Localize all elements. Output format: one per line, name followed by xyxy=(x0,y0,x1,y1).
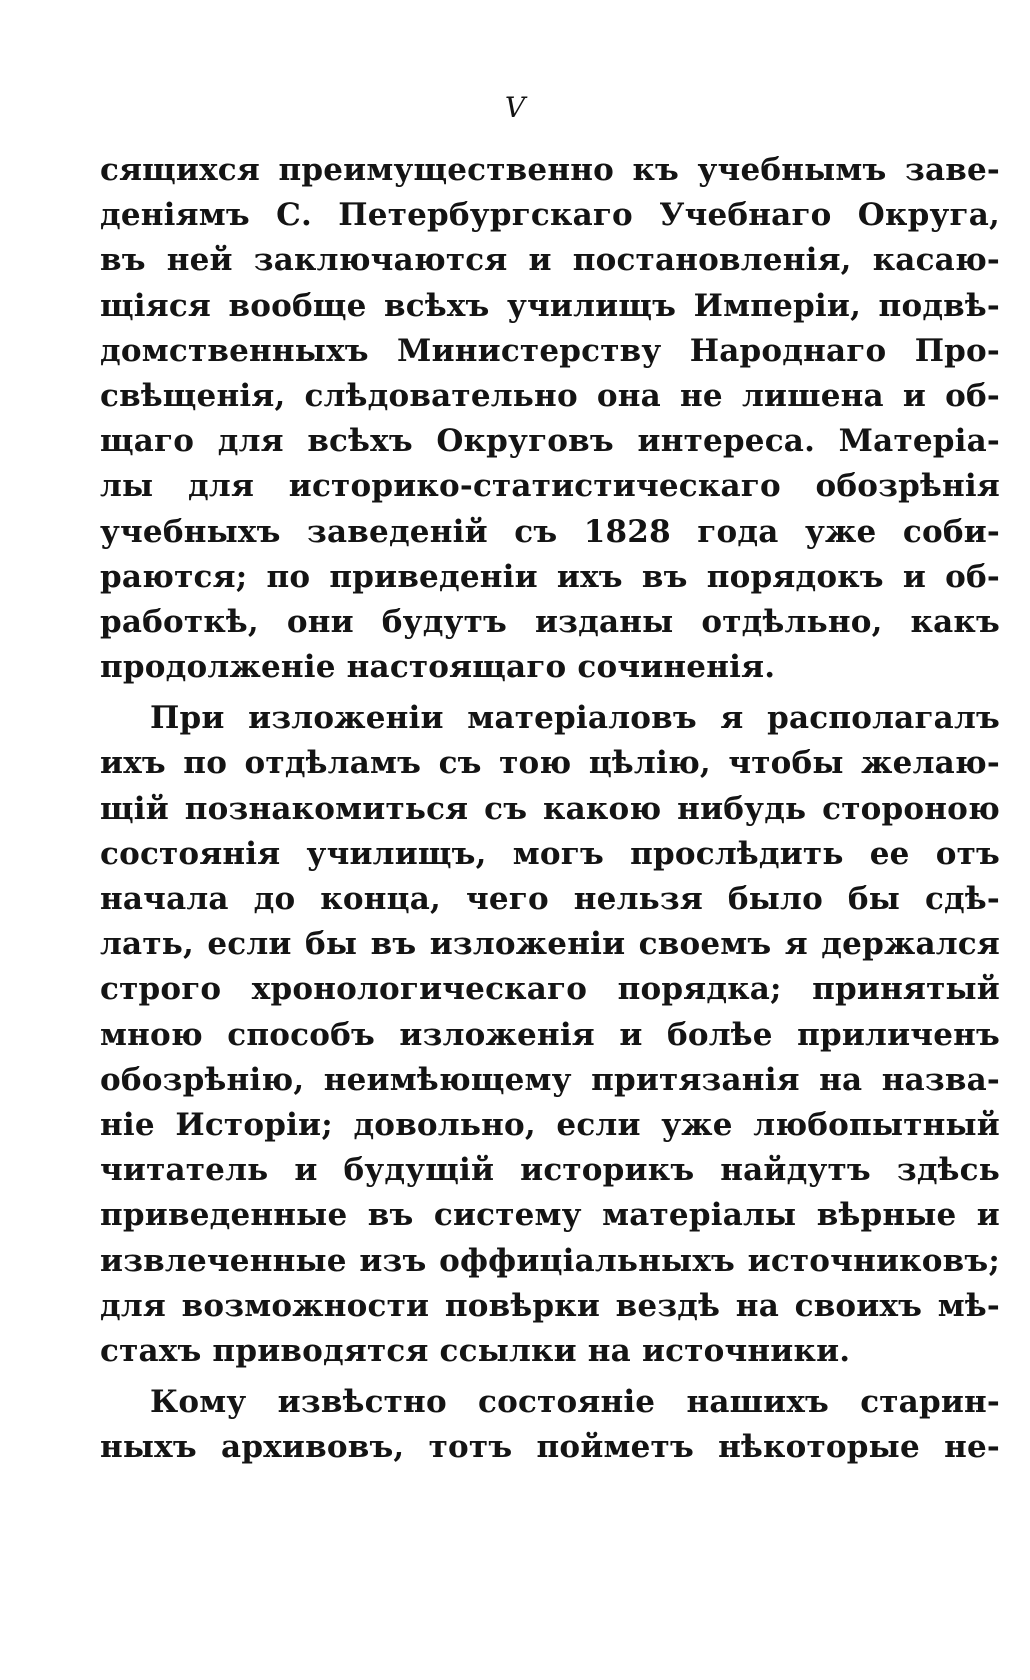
text-line: обозрѣнію, неимѣющему притязанія на назва- xyxy=(100,1061,1000,1098)
text-line: стахъ приводятся ссылки на источники. xyxy=(100,1332,851,1369)
text-line: деніямъ С. Петербургскаго Учебнаго Округа, xyxy=(100,197,1000,234)
text-line: щіяся вообще всѣхъ училищъ Имперіи, подвѣ- xyxy=(100,287,1000,324)
text-line: работкѣ, они будутъ изданы отдѣльно, какъ xyxy=(100,603,1000,640)
text-line: щій познакомиться съ какою нибудь стороною xyxy=(100,790,1000,827)
text-line: лать, если бы въ изложеніи своемъ я держался xyxy=(100,926,1000,963)
text-line: щаго для всѣхъ Округовъ интереса. Матеріа- xyxy=(100,423,1000,460)
text-line: раются; по приведеніи ихъ въ порядокъ и об- xyxy=(100,558,1000,595)
text-line: ніе Исторіи; довольно, если уже любопытный xyxy=(100,1106,1000,1143)
text-line: Кому извѣстно состояніе нашихъ старин- xyxy=(150,1384,1000,1421)
paragraph-3 xyxy=(100,1380,1000,1470)
text-line: въ ней заключаются и постановленія, касаю- xyxy=(100,242,1000,279)
text-line: мною способъ изложенія и болѣе приличенъ xyxy=(100,1016,1000,1053)
text-line: ихъ по отдѣламъ съ тою цѣлію, чтобы желаю- xyxy=(100,745,1000,782)
text-line: домственныхъ Министерству Народнаго Про- xyxy=(100,332,1000,369)
page-number: V xyxy=(504,91,526,124)
paragraph-1 xyxy=(100,148,1000,690)
text-line: свѣщенія, слѣдовательно она не лишена и об- xyxy=(100,377,1000,414)
text-line: читатель и будущій историкъ найдутъ здѣсь xyxy=(100,1152,1000,1189)
text-line: для возможности повѣрки вездѣ на своихъ мѣ- xyxy=(100,1287,1000,1324)
paragraph-2 xyxy=(100,696,1000,1374)
body-text xyxy=(100,148,1000,1470)
text-line: начала до конца, чего нельзя было бы сдѣ- xyxy=(100,881,1000,917)
text-line: лы для историко-статистическаго обозрѣнія xyxy=(100,468,1000,505)
text-line: ныхъ архивовъ, тотъ пойметъ нѣкоторые не- xyxy=(100,1429,1000,1466)
text-line: учебныхъ заведеній съ 1828 года уже соби- xyxy=(100,513,1000,550)
text-line: строго хронологическаго порядка; принятый xyxy=(100,971,1000,1008)
text-line: состоянія училищъ, могъ прослѣдить ее отъ xyxy=(100,835,1000,872)
text-line: извлеченные изъ оффиціальныхъ источниковъ; xyxy=(100,1242,1000,1279)
text-line: приведенные въ систему матеріалы вѣрные и xyxy=(100,1197,1000,1234)
text-line: сящихся преимущественно къ учебнымъ заве- xyxy=(100,152,1000,188)
text-line: При изложеніи матеріаловъ я располагалъ xyxy=(150,700,1000,737)
text-line: продолженіе настоящаго сочиненія. xyxy=(100,649,776,686)
